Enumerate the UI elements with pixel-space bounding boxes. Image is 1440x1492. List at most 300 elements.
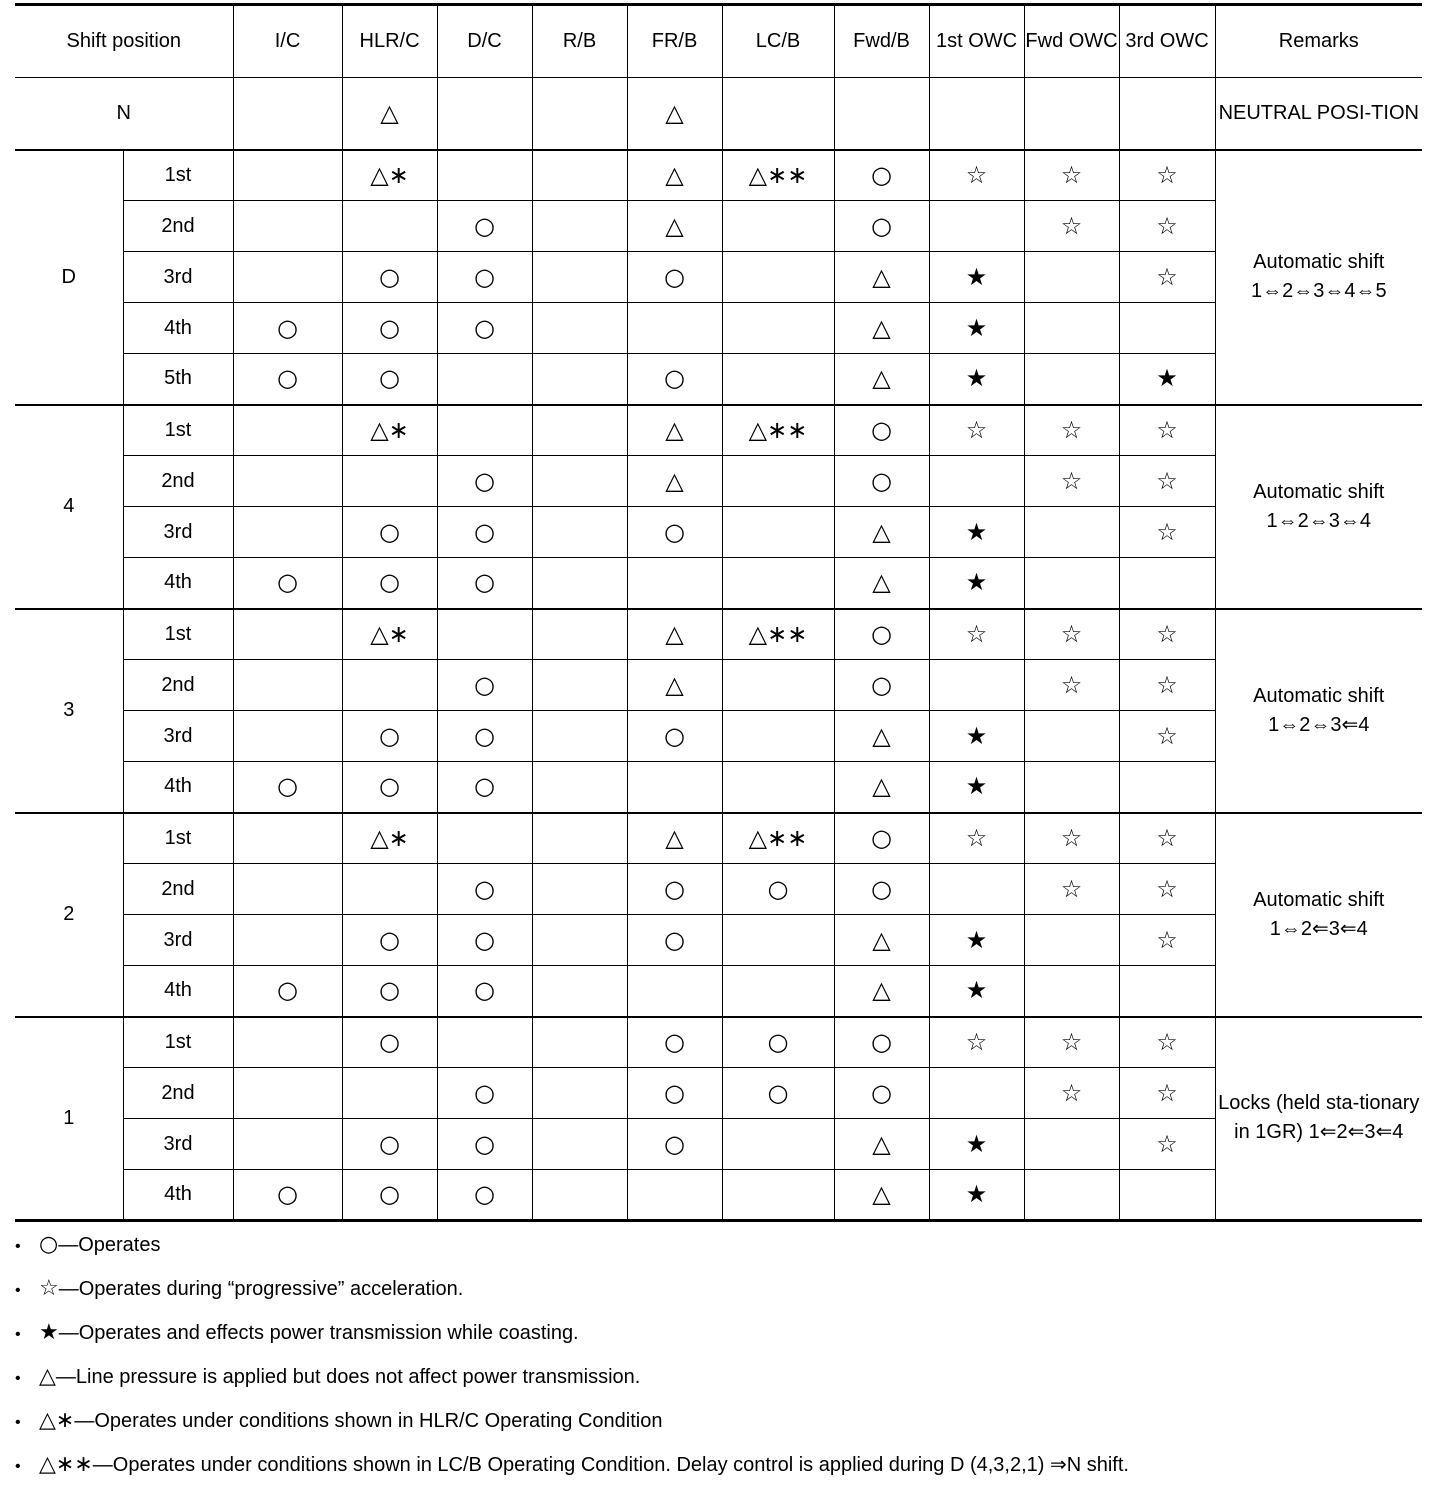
header-cell: Remarks	[1215, 5, 1422, 78]
symbol-cell: ☆	[1119, 456, 1215, 507]
symbol-cell	[532, 201, 627, 252]
table-row	[15, 609, 1422, 660]
symbol-cell: ○	[342, 507, 437, 558]
gear-label: 3rd	[123, 252, 233, 303]
gear-label: 3rd	[123, 711, 233, 762]
header-cell: 1st OWC	[929, 5, 1024, 78]
header-cell: R/B	[532, 5, 627, 78]
symbol-cell	[929, 1068, 1024, 1119]
symbol-cell: ☆	[929, 609, 1024, 660]
symbol-cell: ☆	[1024, 456, 1119, 507]
symbol-cell: ○	[342, 711, 437, 762]
symbol-cell: ○	[834, 1017, 929, 1068]
symbol-cell	[233, 864, 342, 915]
symbol-cell: ☆	[929, 405, 1024, 456]
symbol-cell: ☆	[1024, 1068, 1119, 1119]
symbol-cell: ○	[722, 1068, 834, 1119]
symbol-cell: ○	[342, 762, 437, 813]
gear-label: 2nd	[123, 660, 233, 711]
symbol-cell	[532, 405, 627, 456]
shift-position-label: D	[15, 150, 123, 405]
gear-label: 1st	[123, 609, 233, 660]
gear-label: 5th	[123, 354, 233, 405]
symbol-cell	[532, 915, 627, 966]
symbol-cell	[532, 252, 627, 303]
legend-symbol: △∗	[39, 1408, 75, 1433]
header-cell: FR/B	[627, 5, 722, 78]
symbol-cell: △∗	[342, 609, 437, 660]
symbol-cell: ○	[834, 609, 929, 660]
gear-label: 4th	[123, 558, 233, 609]
symbol-cell: △	[834, 915, 929, 966]
symbol-cell: △∗∗	[722, 405, 834, 456]
gear-label: 4th	[123, 762, 233, 813]
symbol-cell: ○	[342, 915, 437, 966]
symbol-cell	[929, 864, 1024, 915]
symbol-cell	[437, 78, 532, 150]
symbol-cell: ○	[627, 915, 722, 966]
legend-item	[15, 1448, 1422, 1492]
symbol-cell: ☆	[1024, 864, 1119, 915]
symbol-cell: ○	[722, 1017, 834, 1068]
symbol-cell: ★	[929, 915, 1024, 966]
symbol-cell: △	[834, 711, 929, 762]
table-row	[15, 864, 1422, 915]
symbol-cell	[722, 558, 834, 609]
symbol-cell: ○	[437, 864, 532, 915]
symbol-cell: ○	[437, 762, 532, 813]
symbol-cell	[233, 813, 342, 864]
header-row	[15, 5, 1422, 78]
symbol-cell	[233, 915, 342, 966]
symbol-cell	[532, 966, 627, 1017]
bullet-icon: •	[15, 1458, 21, 1475]
symbol-cell: ○	[233, 762, 342, 813]
symbol-cell: ☆	[1024, 405, 1119, 456]
symbol-cell	[532, 711, 627, 762]
legend-symbol: △	[39, 1364, 56, 1389]
symbol-cell	[627, 1170, 722, 1221]
symbol-cell: ○	[342, 303, 437, 354]
symbol-cell	[532, 507, 627, 558]
symbol-cell	[532, 456, 627, 507]
header-cell: Fwd OWC	[1024, 5, 1119, 78]
symbol-cell: ○	[437, 201, 532, 252]
symbol-cell: △∗	[342, 405, 437, 456]
symbol-cell: ★	[929, 303, 1024, 354]
symbol-cell: ○	[437, 558, 532, 609]
symbol-cell: ○	[437, 711, 532, 762]
symbol-cell: ○	[342, 1119, 437, 1170]
symbol-cell	[437, 1017, 532, 1068]
symbol-cell: ☆	[1119, 150, 1215, 201]
symbol-cell	[233, 1119, 342, 1170]
symbol-cell	[532, 1119, 627, 1170]
symbol-cell	[722, 303, 834, 354]
symbol-cell: ☆	[1119, 1017, 1215, 1068]
symbol-cell: ○	[627, 507, 722, 558]
symbol-cell: △∗	[342, 813, 437, 864]
symbol-cell: △	[834, 966, 929, 1017]
symbol-cell: ○	[834, 456, 929, 507]
symbol-cell	[1024, 558, 1119, 609]
table-row	[15, 1068, 1422, 1119]
symbol-cell	[929, 78, 1024, 150]
symbol-cell	[437, 150, 532, 201]
symbol-cell	[437, 609, 532, 660]
remarks-cell: NEUTRAL POSI-TION	[1215, 78, 1422, 150]
symbol-cell: ☆	[929, 813, 1024, 864]
symbol-cell	[532, 609, 627, 660]
symbol-cell: ○	[437, 507, 532, 558]
symbol-cell: ★	[929, 1170, 1024, 1221]
table-row	[15, 1170, 1422, 1221]
symbol-cell: ☆	[1024, 609, 1119, 660]
legend-symbol: ☆	[39, 1276, 59, 1301]
symbol-cell	[1024, 711, 1119, 762]
bullet-icon: •	[15, 1282, 21, 1299]
bullet-icon: •	[15, 1414, 21, 1431]
remarks-cell: Automatic shift 1⇔2⇔3⇐4	[1215, 609, 1422, 813]
symbol-cell: △	[627, 405, 722, 456]
symbol-cell: ○	[627, 1068, 722, 1119]
symbol-cell: △	[834, 354, 929, 405]
remarks-cell: Automatic shift 1⇔2⇐3⇐4	[1215, 813, 1422, 1017]
symbol-cell	[532, 813, 627, 864]
symbol-cell	[722, 354, 834, 405]
symbol-cell: ○	[233, 966, 342, 1017]
symbol-cell	[1119, 1170, 1215, 1221]
legend-symbol: △∗∗	[39, 1452, 93, 1477]
symbol-cell: ○	[233, 354, 342, 405]
table-row	[15, 762, 1422, 813]
symbol-cell: ★	[929, 252, 1024, 303]
symbol-cell: ★	[929, 711, 1024, 762]
legend-text: —Operates under conditions shown in HLR/C Operating Condition	[74, 1410, 663, 1432]
symbol-cell: ○	[627, 252, 722, 303]
gear-label: 1st	[123, 150, 233, 201]
symbol-cell: ○	[342, 558, 437, 609]
symbol-cell: ○	[437, 303, 532, 354]
symbol-cell	[929, 456, 1024, 507]
symbol-cell: ☆	[1024, 813, 1119, 864]
symbol-cell	[233, 201, 342, 252]
legend-item	[15, 1272, 1422, 1316]
symbol-cell	[342, 201, 437, 252]
symbol-cell	[1119, 303, 1215, 354]
remarks-cell: Automatic shift 1⇔2⇔3⇔4⇔5	[1215, 150, 1422, 405]
table-row	[15, 915, 1422, 966]
symbol-cell	[722, 201, 834, 252]
symbol-cell	[532, 354, 627, 405]
symbol-cell: ○	[627, 1119, 722, 1170]
shift-position-label: 3	[15, 609, 123, 813]
gear-label: 2nd	[123, 864, 233, 915]
symbol-cell: ★	[929, 558, 1024, 609]
symbol-cell	[233, 456, 342, 507]
symbol-cell	[1119, 78, 1215, 150]
symbol-cell: ☆	[929, 150, 1024, 201]
symbol-cell: ○	[342, 354, 437, 405]
symbol-cell	[722, 1170, 834, 1221]
symbol-cell: △	[342, 78, 437, 150]
symbol-cell: △	[627, 150, 722, 201]
symbol-cell	[233, 660, 342, 711]
symbol-cell: ★	[929, 966, 1024, 1017]
table-row	[15, 660, 1422, 711]
symbol-cell: ○	[834, 660, 929, 711]
symbol-cell: ○	[722, 864, 834, 915]
legend-item	[15, 1316, 1422, 1360]
gear-label: 4th	[123, 966, 233, 1017]
symbol-cell: △	[834, 1119, 929, 1170]
symbol-cell	[722, 711, 834, 762]
symbol-cell: ★	[929, 762, 1024, 813]
legend-list	[15, 1228, 1422, 1492]
gear-label: 2nd	[123, 1068, 233, 1119]
symbol-cell: ○	[342, 1017, 437, 1068]
symbol-cell	[1024, 303, 1119, 354]
symbol-cell	[1024, 507, 1119, 558]
symbol-cell	[233, 711, 342, 762]
table-row	[15, 507, 1422, 558]
symbol-cell: ☆	[1119, 864, 1215, 915]
legend-item	[15, 1360, 1422, 1404]
table-row	[15, 1017, 1422, 1068]
symbol-cell: ★	[929, 1119, 1024, 1170]
legend-text: —Operates under conditions shown in LC/B Operating Condition. Delay control is applied during D (4,3,2,1) ⇒N shift.	[92, 1454, 1129, 1476]
symbol-cell: ☆	[1119, 252, 1215, 303]
symbol-cell: ○	[437, 252, 532, 303]
symbol-cell	[627, 303, 722, 354]
symbol-cell: ☆	[1119, 1119, 1215, 1170]
table-row	[15, 303, 1422, 354]
symbol-cell: △	[834, 762, 929, 813]
symbol-cell: ○	[834, 150, 929, 201]
symbol-cell: △	[834, 558, 929, 609]
symbol-cell	[722, 762, 834, 813]
symbol-cell	[1024, 1119, 1119, 1170]
symbol-cell	[627, 558, 722, 609]
neutral-row	[15, 78, 1422, 150]
symbol-cell: ☆	[1119, 1068, 1215, 1119]
symbol-cell	[437, 354, 532, 405]
symbol-cell: △	[627, 609, 722, 660]
symbol-cell	[532, 558, 627, 609]
header-cell: HLR/C	[342, 5, 437, 78]
symbol-cell: ○	[342, 252, 437, 303]
symbol-cell	[532, 660, 627, 711]
symbol-cell: △∗	[342, 150, 437, 201]
symbol-cell: △	[627, 78, 722, 150]
symbol-cell	[1024, 966, 1119, 1017]
symbol-cell: △∗∗	[722, 609, 834, 660]
symbol-cell	[627, 966, 722, 1017]
bullet-icon: •	[15, 1326, 21, 1343]
symbol-cell: ☆	[1119, 711, 1215, 762]
table-row	[15, 966, 1422, 1017]
symbol-cell	[1024, 915, 1119, 966]
gear-label: 2nd	[123, 456, 233, 507]
bullet-icon: •	[15, 1238, 21, 1255]
symbol-cell: ☆	[1119, 201, 1215, 252]
symbol-cell	[233, 1068, 342, 1119]
symbol-cell	[532, 762, 627, 813]
symbol-cell: ○	[834, 405, 929, 456]
symbol-cell: ○	[437, 1068, 532, 1119]
symbol-cell	[929, 660, 1024, 711]
symbol-cell	[722, 78, 834, 150]
symbol-cell	[342, 864, 437, 915]
symbol-cell	[1119, 966, 1215, 1017]
symbol-cell: ○	[437, 456, 532, 507]
symbol-cell	[1024, 762, 1119, 813]
symbol-cell: ○	[627, 1017, 722, 1068]
symbol-cell: ○	[437, 966, 532, 1017]
symbol-cell: △	[627, 660, 722, 711]
symbol-cell	[342, 1068, 437, 1119]
symbol-cell	[437, 813, 532, 864]
header-cell: Shift position	[15, 5, 233, 78]
symbol-cell: △	[834, 303, 929, 354]
symbol-cell	[929, 201, 1024, 252]
symbol-cell: △	[627, 813, 722, 864]
shift-position-label: 4	[15, 405, 123, 609]
symbol-cell: ☆	[1119, 507, 1215, 558]
header-cell: 3rd OWC	[1119, 5, 1215, 78]
symbol-cell: ○	[437, 660, 532, 711]
bullet-icon: •	[15, 1370, 21, 1387]
table-row	[15, 813, 1422, 864]
symbol-cell	[532, 303, 627, 354]
symbol-cell	[532, 150, 627, 201]
symbol-cell: △	[627, 456, 722, 507]
symbol-cell: ○	[834, 1068, 929, 1119]
symbol-cell: ☆	[1024, 201, 1119, 252]
shift-position-label: N	[15, 78, 233, 150]
legend-item	[15, 1228, 1422, 1272]
symbol-cell: ☆	[1119, 813, 1215, 864]
symbol-cell: ☆	[1119, 609, 1215, 660]
table-row	[15, 558, 1422, 609]
symbol-cell	[722, 660, 834, 711]
symbol-cell	[1024, 1170, 1119, 1221]
symbol-cell: ☆	[1024, 660, 1119, 711]
symbol-cell: △	[834, 507, 929, 558]
symbol-cell: △∗∗	[722, 150, 834, 201]
header-cell: LC/B	[722, 5, 834, 78]
symbol-cell: ☆	[1119, 660, 1215, 711]
symbol-cell: ○	[627, 864, 722, 915]
symbol-cell	[834, 78, 929, 150]
symbol-cell	[1024, 78, 1119, 150]
gear-label: 1st	[123, 1017, 233, 1068]
table-row	[15, 150, 1422, 201]
symbol-cell: ○	[342, 1170, 437, 1221]
shift-position-label: 2	[15, 813, 123, 1017]
table-row	[15, 1119, 1422, 1170]
symbol-cell	[627, 762, 722, 813]
symbol-cell	[532, 78, 627, 150]
symbol-cell: ○	[437, 915, 532, 966]
symbol-cell: ○	[233, 1170, 342, 1221]
symbol-cell	[233, 507, 342, 558]
table-row	[15, 456, 1422, 507]
gear-label: 2nd	[123, 201, 233, 252]
symbol-cell: ★	[929, 507, 1024, 558]
gear-label: 1st	[123, 813, 233, 864]
table-row	[15, 711, 1422, 762]
symbol-cell	[532, 1170, 627, 1221]
table-row	[15, 252, 1422, 303]
remarks-cell: Locks (held sta-tionary in 1GR) 1⇐2⇐3⇐4	[1215, 1017, 1422, 1221]
header-cell: D/C	[437, 5, 532, 78]
symbol-cell: ○	[437, 1119, 532, 1170]
symbol-cell	[1024, 252, 1119, 303]
symbol-cell	[1024, 354, 1119, 405]
legend-text: —Operates during “progressive” acceleration.	[58, 1278, 464, 1300]
gear-label: 3rd	[123, 915, 233, 966]
table-row	[15, 354, 1422, 405]
symbol-cell	[342, 660, 437, 711]
symbol-cell	[233, 252, 342, 303]
symbol-cell	[233, 609, 342, 660]
symbol-cell	[722, 915, 834, 966]
symbol-cell	[532, 864, 627, 915]
symbol-cell: ○	[834, 201, 929, 252]
symbol-cell: ○	[834, 813, 929, 864]
symbol-cell	[233, 78, 342, 150]
symbol-cell	[722, 456, 834, 507]
symbol-cell: △	[834, 252, 929, 303]
table-row	[15, 201, 1422, 252]
symbol-cell: ☆	[929, 1017, 1024, 1068]
symbol-cell: ★	[1119, 354, 1215, 405]
symbol-cell	[532, 1017, 627, 1068]
header-cell: I/C	[233, 5, 342, 78]
symbol-cell: ○	[233, 303, 342, 354]
gear-label: 3rd	[123, 507, 233, 558]
symbol-cell	[342, 456, 437, 507]
symbol-cell: ○	[342, 966, 437, 1017]
symbol-cell	[722, 252, 834, 303]
symbol-cell: ☆	[1119, 405, 1215, 456]
symbol-cell: ○	[233, 558, 342, 609]
gear-label: 3rd	[123, 1119, 233, 1170]
symbol-cell	[532, 1068, 627, 1119]
symbol-cell	[233, 150, 342, 201]
legend-symbol: ★	[39, 1320, 59, 1345]
symbol-cell	[1119, 762, 1215, 813]
gear-label: 1st	[123, 405, 233, 456]
symbol-cell	[1119, 558, 1215, 609]
symbol-cell	[722, 966, 834, 1017]
remarks-cell: Automatic shift 1⇔2⇔3⇔4	[1215, 405, 1422, 609]
symbol-cell: ○	[834, 864, 929, 915]
symbol-cell	[437, 405, 532, 456]
gear-label: 4th	[123, 303, 233, 354]
table-row	[15, 405, 1422, 456]
symbol-cell: ○	[627, 354, 722, 405]
clutch-band-chart-table	[15, 3, 1422, 1222]
header-cell: Fwd/B	[834, 5, 929, 78]
symbol-cell: ○	[437, 1170, 532, 1221]
symbol-cell: △	[627, 201, 722, 252]
symbol-cell	[233, 1017, 342, 1068]
legend-text: —Operates	[58, 1234, 161, 1256]
legend-symbol: ○	[39, 1232, 59, 1257]
symbol-cell	[233, 405, 342, 456]
